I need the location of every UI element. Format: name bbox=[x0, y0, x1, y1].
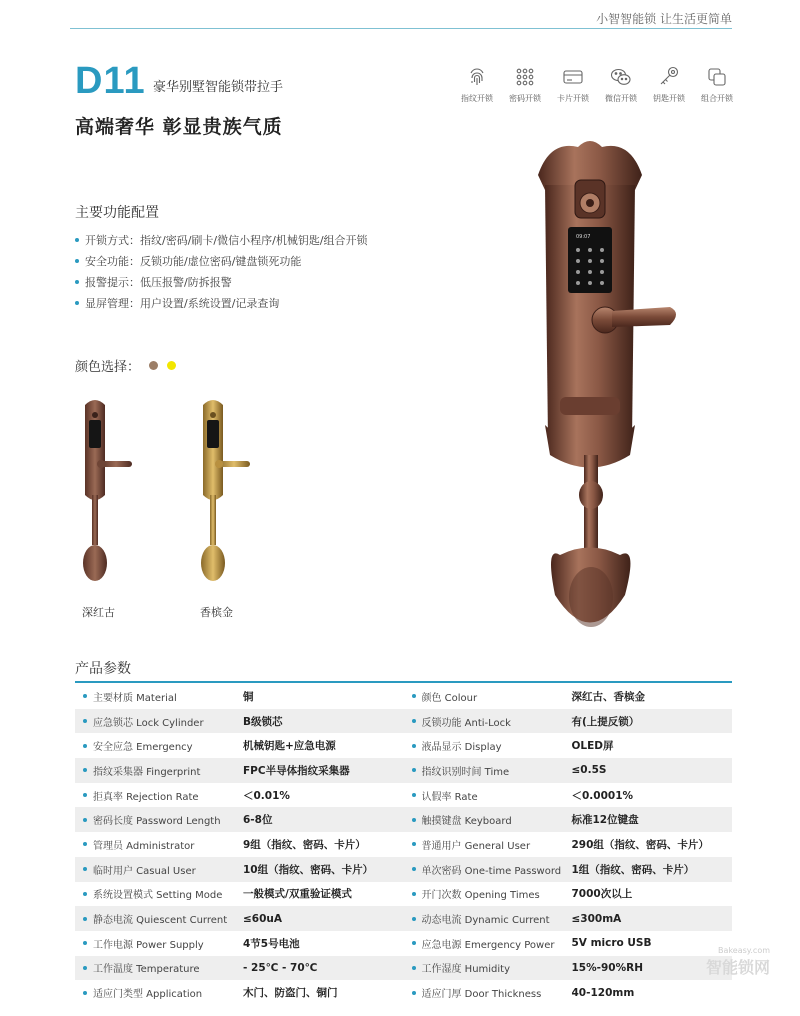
lock-display-time: 09:07 bbox=[576, 234, 591, 240]
param-label: 安全应急 Emergency bbox=[93, 742, 193, 754]
combo-icon bbox=[704, 64, 730, 90]
param-label: 主要材质 Material bbox=[93, 692, 177, 704]
param-label: 应急锁芯 Lock Cylinder bbox=[93, 717, 204, 729]
color-swatch-bronze[interactable] bbox=[149, 361, 158, 370]
feature-item bbox=[75, 271, 368, 292]
param-value: 5V micro USB bbox=[571, 937, 652, 950]
param-value: 深红古、香槟金 bbox=[571, 690, 645, 703]
param-label: 动态电流 Dynamic Current bbox=[421, 915, 550, 927]
feature-item bbox=[75, 292, 368, 313]
param-label: 认假率 Rate bbox=[421, 791, 478, 803]
param-value: OLED屏 bbox=[571, 740, 614, 753]
param-row bbox=[75, 980, 732, 1005]
features-list bbox=[75, 229, 368, 313]
watermark bbox=[706, 946, 770, 978]
param-value: ≤0.5S bbox=[571, 764, 607, 777]
param-cell bbox=[404, 960, 733, 975]
param-label: 触摸键盘 Keyboard bbox=[421, 816, 512, 828]
param-label: 临时用户 Casual User bbox=[93, 865, 196, 877]
param-row bbox=[75, 857, 732, 882]
header-slogan: 小智智能锁 让生活更简单 bbox=[596, 12, 732, 26]
param-value: 4节5号电池 bbox=[243, 937, 300, 950]
unlock-method-label: 微信开锁 bbox=[605, 94, 637, 103]
bullet bbox=[83, 941, 87, 945]
param-cell bbox=[404, 812, 733, 827]
param-value: 铜 bbox=[243, 690, 254, 703]
unlock-method-label: 密码开锁 bbox=[509, 94, 541, 103]
bullet bbox=[412, 818, 416, 822]
param-row bbox=[75, 882, 732, 907]
unlock-method-label: 组合开锁 bbox=[701, 94, 733, 103]
bullet bbox=[412, 694, 416, 698]
param-cell bbox=[404, 862, 733, 877]
param-value: 一般模式/双重验证模式 bbox=[243, 888, 352, 901]
param-row bbox=[75, 733, 732, 758]
params-table bbox=[75, 684, 732, 1005]
param-label: 适应门厚 Door Thickness bbox=[421, 989, 542, 1001]
unlock-method-card bbox=[552, 64, 594, 104]
param-value: 7000次以上 bbox=[571, 888, 633, 901]
param-row bbox=[75, 956, 732, 981]
param-value: ＜0.0001% bbox=[571, 789, 634, 802]
bullet bbox=[83, 768, 87, 772]
bullet bbox=[75, 280, 79, 284]
param-row bbox=[75, 758, 732, 783]
param-value: 290组（指纹、密码、卡片） bbox=[571, 838, 709, 851]
param-label: 应急电源 Emergency Power bbox=[421, 939, 555, 951]
param-value: 木门、防盗门、铜门 bbox=[243, 987, 338, 1000]
param-cell bbox=[75, 812, 404, 827]
bullet bbox=[83, 917, 87, 921]
unlock-methods bbox=[456, 64, 738, 104]
bullet bbox=[83, 966, 87, 970]
bullet bbox=[83, 818, 87, 822]
param-cell bbox=[75, 714, 404, 729]
bullet bbox=[83, 744, 87, 748]
bullet bbox=[83, 867, 87, 871]
param-value: - 25℃ - 70℃ bbox=[243, 961, 318, 974]
param-label: 系统设置模式 Setting Mode bbox=[93, 890, 223, 902]
param-label: 工作电源 Power Supply bbox=[93, 939, 204, 951]
product-model: D11 bbox=[75, 60, 146, 102]
param-cell bbox=[404, 837, 733, 852]
unlock-method-key bbox=[648, 64, 690, 104]
param-row bbox=[75, 783, 732, 808]
param-label: 工作湿度 Humidity bbox=[421, 964, 511, 976]
param-cell bbox=[75, 738, 404, 753]
bullet bbox=[412, 842, 416, 846]
bullet bbox=[75, 301, 79, 305]
param-value: ≤300mA bbox=[571, 912, 622, 925]
param-value: 9组（指纹、密码、卡片） bbox=[243, 838, 366, 851]
bullet bbox=[412, 744, 416, 748]
param-cell bbox=[404, 763, 733, 778]
feature-text: 开锁方式：指纹/密码/刷卡/微信小程序/机械钥匙/组合开锁 bbox=[85, 233, 368, 247]
color-selection bbox=[75, 356, 176, 375]
param-label: 拒真率 Rejection Rate bbox=[93, 791, 199, 803]
bullet bbox=[83, 793, 87, 797]
param-label: 管理员 Administrator bbox=[93, 840, 195, 852]
bullet bbox=[412, 768, 416, 772]
param-label: 开门次数 Opening Times bbox=[421, 890, 540, 902]
lock-variant-gold-image bbox=[198, 395, 253, 590]
param-cell bbox=[75, 886, 404, 901]
watermark-domain: Bakeasy.com bbox=[718, 946, 770, 955]
param-cell bbox=[404, 738, 733, 753]
bullet bbox=[412, 719, 416, 723]
params-divider bbox=[75, 681, 732, 683]
param-label: 反锁功能 Anti-Lock bbox=[421, 717, 511, 729]
param-cell bbox=[75, 936, 404, 951]
bullet bbox=[412, 966, 416, 970]
param-cell bbox=[404, 689, 733, 704]
bullet bbox=[83, 842, 87, 846]
main-lock-image bbox=[520, 135, 700, 645]
bullet bbox=[412, 991, 416, 995]
param-value: B级锁芯 bbox=[243, 715, 283, 728]
header-divider bbox=[70, 28, 732, 29]
product-headline: 高端奢华 彰显贵族气质 bbox=[75, 116, 283, 138]
param-label: 静态电流 Quiescent Current bbox=[93, 915, 228, 927]
param-row bbox=[75, 807, 732, 832]
param-value: 15%-90%RH bbox=[571, 961, 643, 974]
param-label: 单次密码 One-time Password bbox=[421, 865, 562, 877]
param-label: 指纹识别时间 Time bbox=[421, 766, 510, 778]
color-name-gold: 香槟金 bbox=[200, 606, 233, 619]
param-cell bbox=[75, 689, 404, 704]
feature-text: 报警提示：低压报警/防拆报警 bbox=[85, 275, 232, 289]
bullet bbox=[83, 694, 87, 698]
param-value: 10组（指纹、密码、卡片） bbox=[243, 863, 374, 876]
param-label: 适应门类型 Application bbox=[93, 989, 203, 1001]
param-value: FPC半导体指纹采集器 bbox=[243, 764, 350, 777]
wechat-icon bbox=[608, 64, 634, 90]
fingerprint-icon bbox=[464, 64, 490, 90]
bullet bbox=[412, 917, 416, 921]
feature-item bbox=[75, 250, 368, 271]
keypad-icon bbox=[512, 64, 538, 90]
param-cell bbox=[75, 763, 404, 778]
param-value: ＜0.01% bbox=[243, 789, 290, 802]
unlock-method-fingerprint bbox=[456, 64, 498, 104]
bullet bbox=[412, 892, 416, 896]
unlock-method-label: 卡片开锁 bbox=[557, 94, 589, 103]
bullet bbox=[412, 793, 416, 797]
unlock-method-combo bbox=[696, 64, 738, 104]
color-title: 颜色选择： bbox=[75, 360, 141, 375]
param-value: 有(上提反锁） bbox=[571, 715, 640, 728]
param-label: 液晶显示 Display bbox=[421, 742, 502, 754]
feature-text: 显屏管理：用户设置/系统设置/记录查询 bbox=[85, 296, 280, 310]
param-value: 1组（指纹、密码、卡片） bbox=[571, 863, 695, 876]
param-row bbox=[75, 684, 732, 709]
param-cell bbox=[404, 714, 733, 729]
watermark-brand: 智能锁网 bbox=[705, 958, 770, 977]
card-icon bbox=[560, 64, 586, 90]
params-title: 产品参数 bbox=[75, 661, 131, 677]
param-label: 颜色 Colour bbox=[421, 692, 478, 704]
feature-item bbox=[75, 229, 368, 250]
param-cell bbox=[75, 788, 404, 803]
bullet bbox=[83, 892, 87, 896]
param-cell bbox=[75, 960, 404, 975]
param-cell bbox=[404, 911, 733, 926]
key-icon bbox=[656, 64, 682, 90]
bullet bbox=[412, 867, 416, 871]
bullet bbox=[83, 719, 87, 723]
color-name-bronze: 深红古 bbox=[82, 606, 115, 619]
feature-text: 安全功能：反锁功能/虚位密码/键盘锁死功能 bbox=[85, 254, 302, 268]
param-row bbox=[75, 832, 732, 857]
unlock-method-label: 指纹开锁 bbox=[461, 94, 493, 103]
param-value: 6-8位 bbox=[243, 814, 273, 827]
param-cell bbox=[404, 886, 733, 901]
param-cell bbox=[75, 911, 404, 926]
param-value: 40-120mm bbox=[571, 986, 635, 999]
bullet bbox=[75, 238, 79, 242]
param-value: ≤60uA bbox=[243, 912, 283, 925]
features-title: 主要功能配置 bbox=[75, 205, 159, 221]
param-cell bbox=[404, 936, 733, 951]
lock-variant-bronze-image bbox=[80, 395, 135, 590]
bullet bbox=[83, 991, 87, 995]
param-label: 工作温度 Temperature bbox=[93, 964, 200, 976]
param-row bbox=[75, 931, 732, 956]
param-cell bbox=[75, 862, 404, 877]
product-subtitle: 豪华别墅智能锁带拉手 bbox=[153, 80, 284, 95]
bullet bbox=[75, 259, 79, 263]
param-label: 密码长度 Password Length bbox=[93, 816, 221, 828]
unlock-method-wechat bbox=[600, 64, 642, 104]
param-row bbox=[75, 906, 732, 931]
param-cell bbox=[75, 837, 404, 852]
param-label: 指纹采集器 Fingerprint bbox=[93, 766, 201, 778]
unlock-method-password bbox=[504, 64, 546, 104]
color-swatch-gold[interactable] bbox=[167, 361, 176, 370]
param-value: 标准12位键盘 bbox=[571, 814, 639, 827]
bullet bbox=[412, 941, 416, 945]
unlock-method-label: 钥匙开锁 bbox=[653, 94, 685, 103]
param-cell bbox=[404, 788, 733, 803]
param-value: 机械钥匙+应急电源 bbox=[243, 740, 336, 753]
param-label: 普通用户 General User bbox=[421, 840, 531, 852]
param-row bbox=[75, 709, 732, 734]
param-cell bbox=[75, 985, 404, 1000]
param-cell bbox=[404, 985, 733, 1000]
